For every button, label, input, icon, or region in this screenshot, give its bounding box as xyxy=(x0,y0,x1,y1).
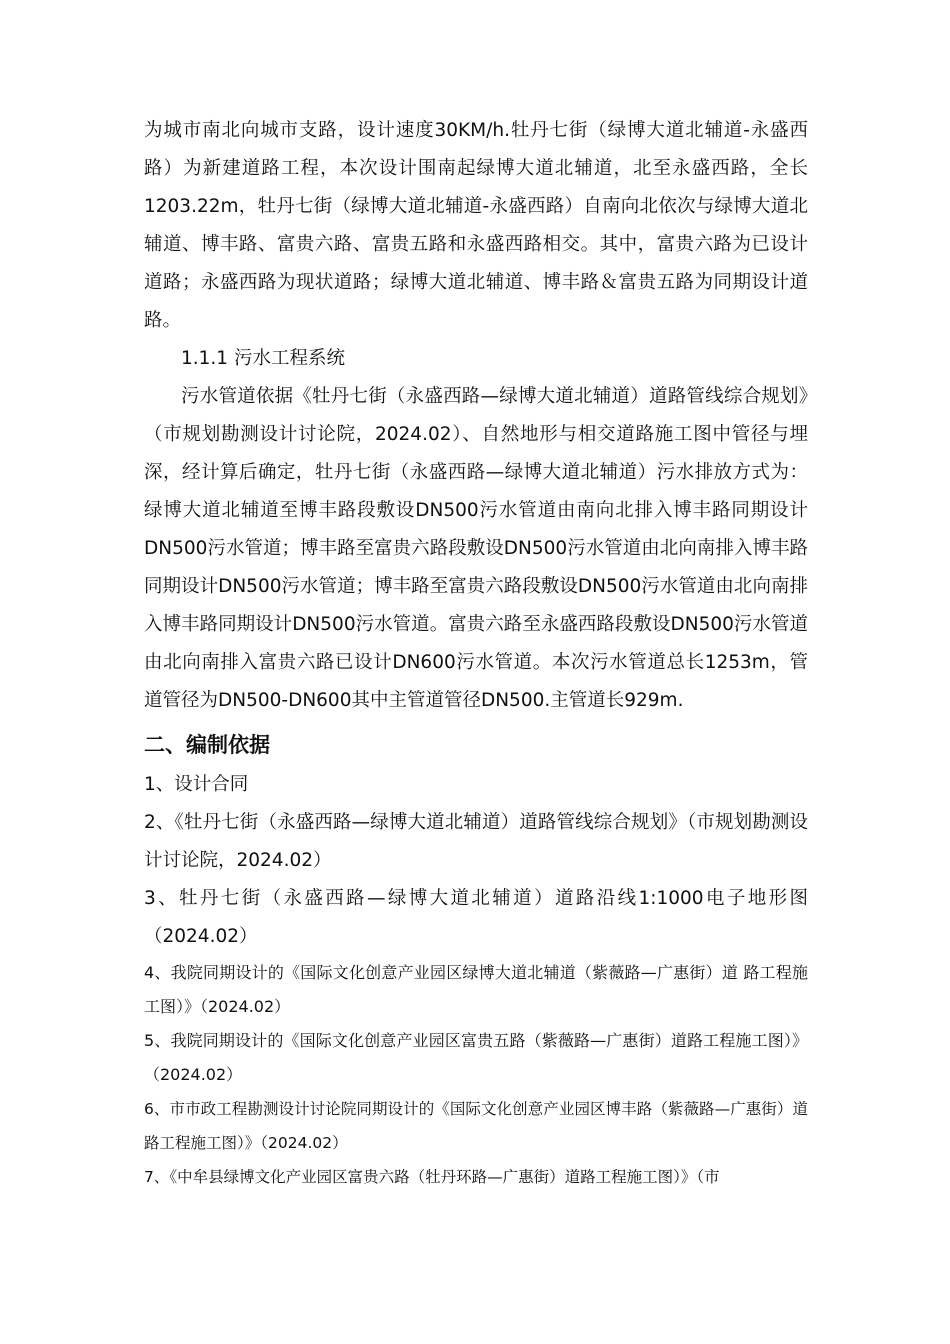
reference-item-3: 3、牡丹七街（永盛西路—绿博大道北辅道）道路沿线1:1000电子地形图（2024.02） xyxy=(144,888,808,947)
section-1-1-1-body: 污水管道依据《牡丹七街（永盛西路—绿博大道北辅道）道路管线综合规划》（市规划勘测设计讨论院，2024.02）、自然地形与相交道路施工图中管径与埋深，经计算后确定，牡丹七街（永盛西路—绿博大道北辅道）污水排放方式为：绿博大道北辅道至博丰路段敷设DN500污水管道由南向北排入博丰路同期设计DN500污水管道；博丰路至富贵六路段敷设DN500污水管道由北向南排入博丰路同期设计DN500污水管道；博丰路至富贵六路段敷设DN500污水管道由北向南排入博丰路同期设计DN500污水管道。富贵六路至永盛西路段敷设DN500污水管道由北向南排入富贵六路已设计DN600污水管道。本次污水管道总长1253m，管道管径为DN500-DN600其中主管道管径DN500.主管道长929m. xyxy=(144,386,808,711)
reference-item-6: 6、市市政工程勘测设计讨论院同期设计的《国际文化创意产业园区博丰路（紫薇路—广惠街）道路工程施工图）》（2024.02） xyxy=(144,1100,808,1152)
reference-item-2: 2、《牡丹七街（永盛西路—绿博大道北辅道）道路管线综合规划》（市规划勘测设计讨论院，2024.02） xyxy=(144,812,808,871)
page-content xyxy=(144,112,808,1194)
section-2-heading: 二、编制依据 xyxy=(144,733,270,757)
reference-item-7: 7、《中牟县绿博文化产业园区富贵六路（牡丹环路—广惠街）道路工程施工图）》（市 xyxy=(144,1168,720,1186)
reference-item-1: 1、设计合同 xyxy=(144,774,249,795)
intro-paragraph: 为城市南北向城市支路，设计速度30KM/h.牡丹七街（绿博大道北辅道-永盛西路）为新建道路工程，本次设计围南起绿博大道北辅道，北至永盛西路，全长1203.22m，牡丹七街（绿博大道北辅道-永盛西路）自南向北依次与绿博大道北辅道、博丰路、富贵六路、富贵五路和永盛西路相交。其中，富贵六路为已设计道路；永盛西路为现状道路；绿博大道北辅道、博丰路＆富贵五路为同期设计道路。 xyxy=(144,120,808,331)
section-1-1-1-heading: 1.1.1 污水工程系统 xyxy=(181,348,345,369)
reference-item-4: 4、我院同期设计的《国际文化创意产业园区绿博大道北辅道（紫薇路—广惠街）道 路工程施工图）》（2024.02） xyxy=(144,963,808,1016)
reference-item-5: 5、我院同期设计的《国际文化创意产业园区富贵五路（紫薇路—广惠街）道路工程施工图）》（2024.02） xyxy=(144,1031,808,1084)
